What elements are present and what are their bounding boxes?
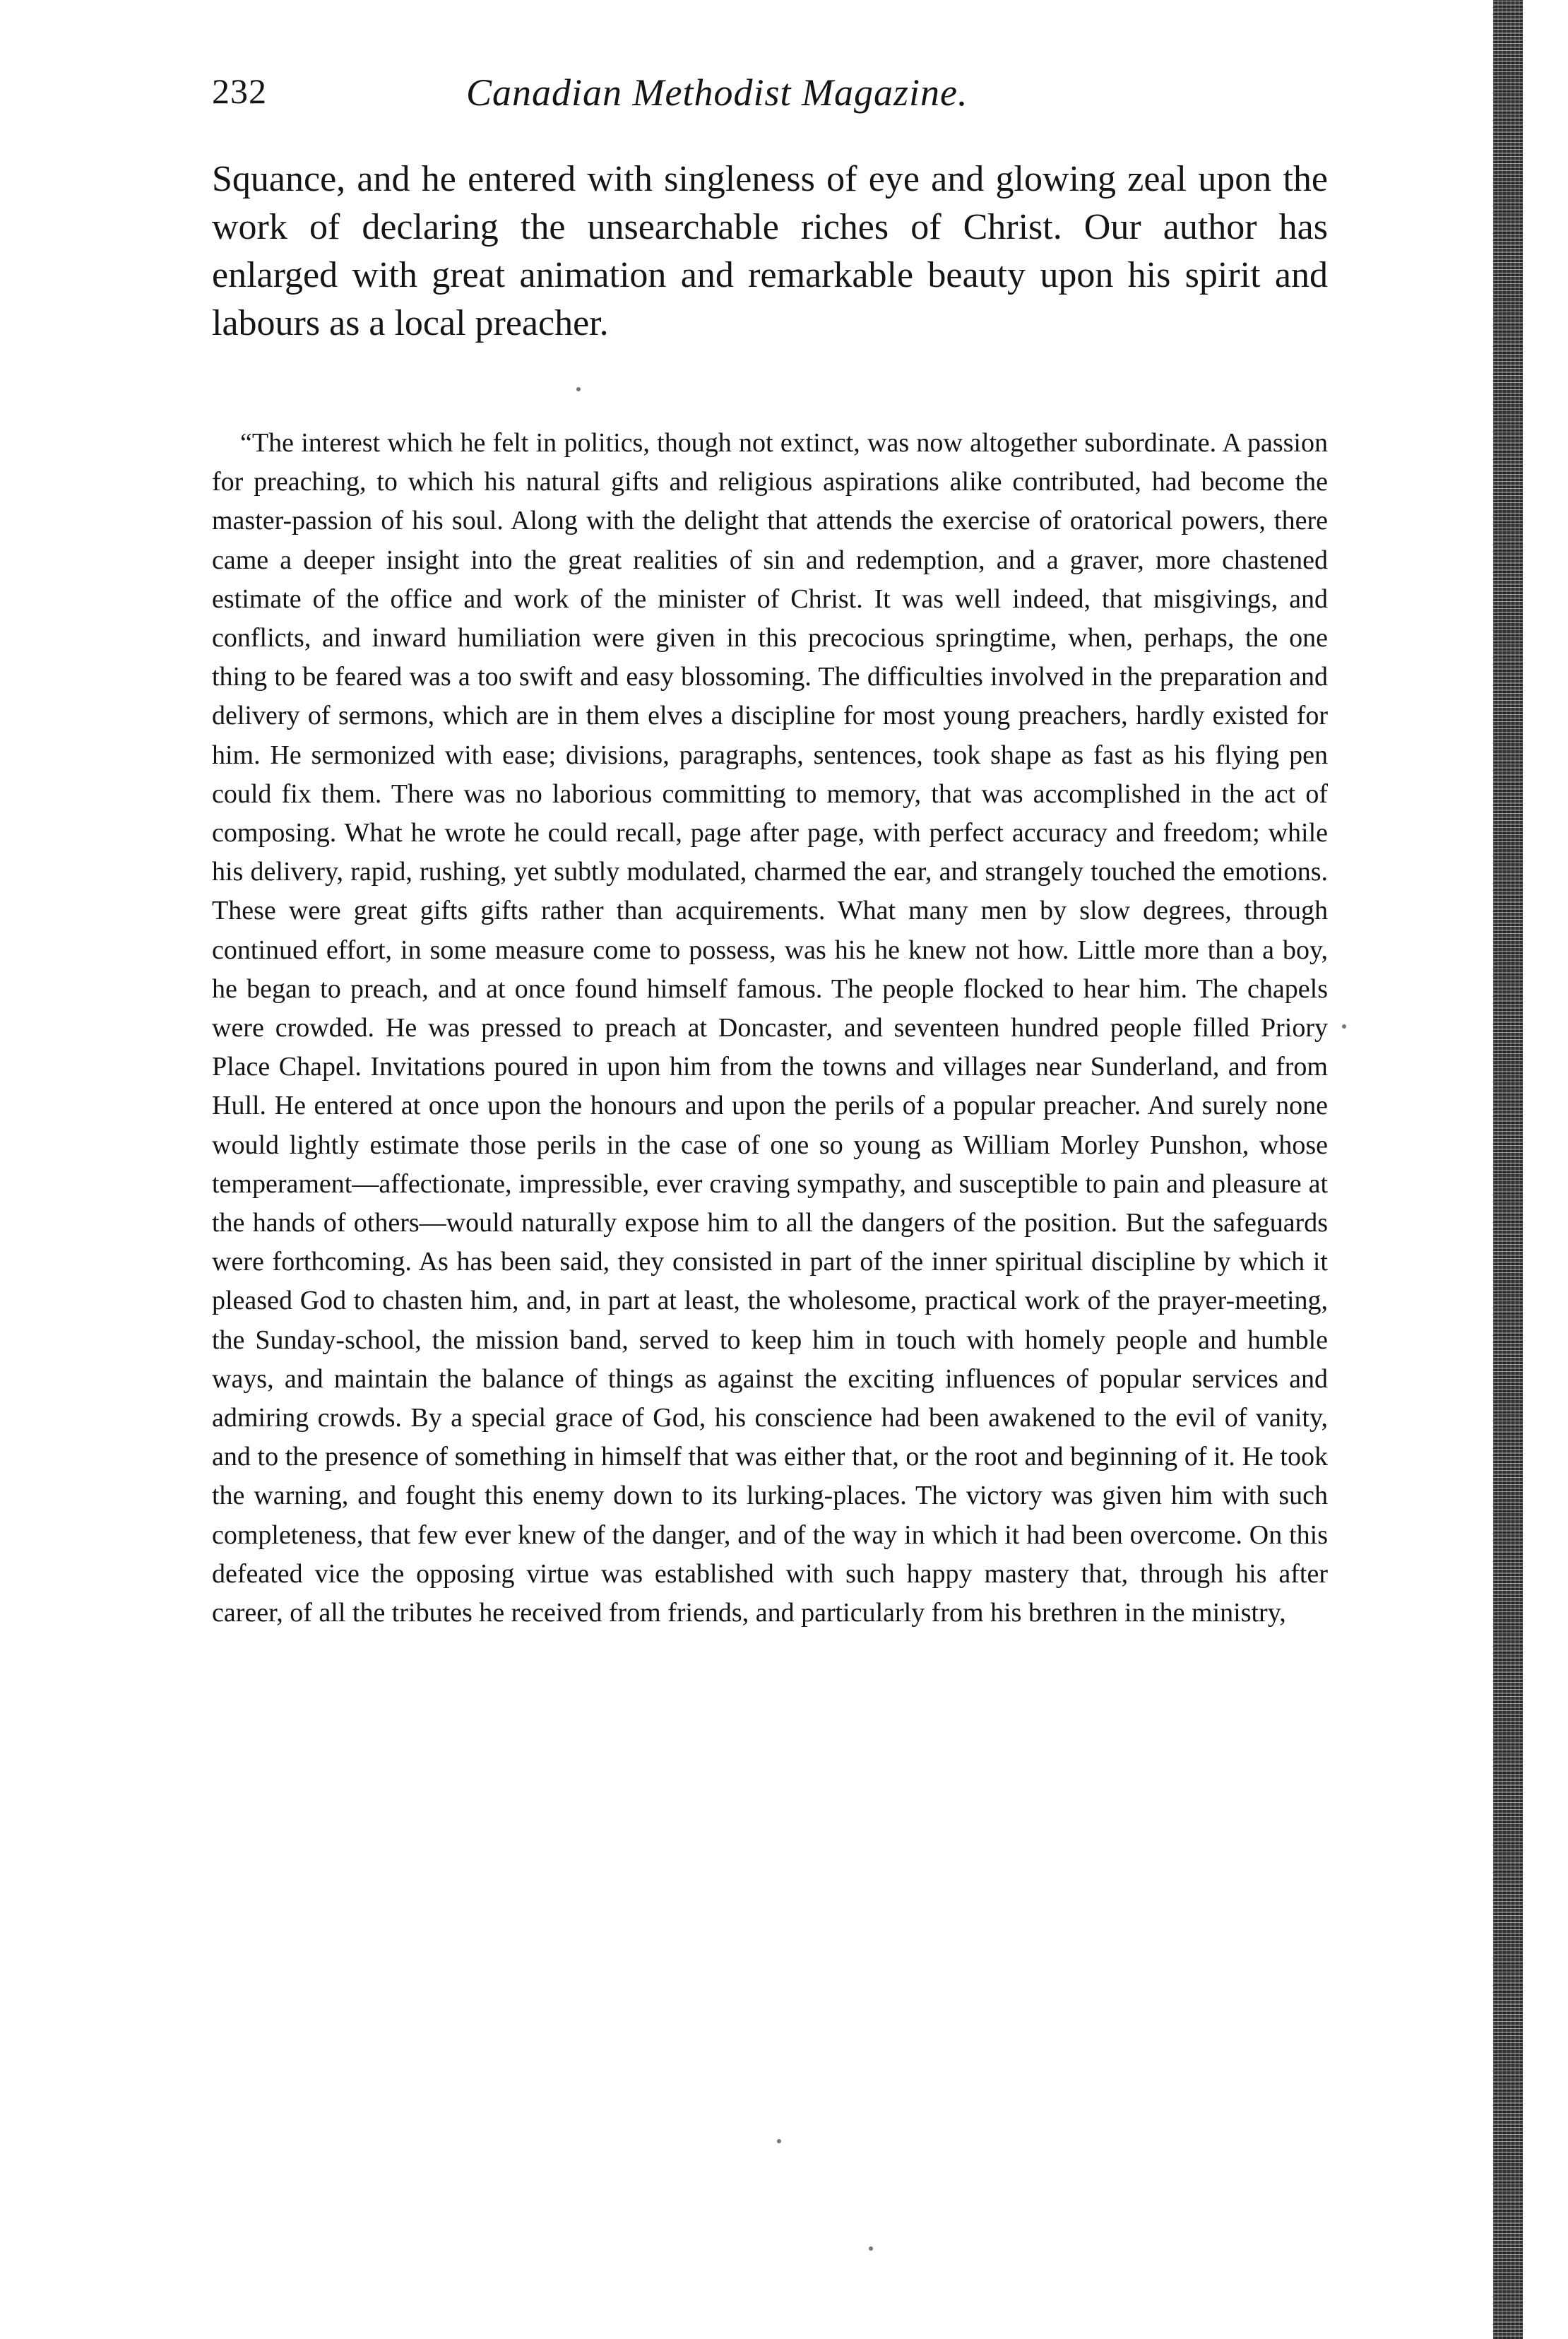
scan-edge-strip — [1493, 0, 1523, 2339]
lead-paragraph-block — [212, 155, 1328, 348]
block-quotation — [212, 424, 1328, 1633]
scan-edge — [1476, 0, 1568, 2339]
speck — [576, 387, 581, 391]
lead-paragraph: Squance, and he entered with singleness of eye and glowing zeal upon the work of declaring the unsearchable riches of Christ. Our author has enlarged with great animation and remarkable beauty upon his spirit and labours as a local preacher. — [212, 159, 1328, 343]
speck — [1342, 1024, 1346, 1029]
speck — [777, 2139, 781, 2143]
running-title: Canadian Methodist Magazine. — [466, 71, 968, 114]
page-number: 232 — [212, 71, 267, 111]
page-header — [212, 71, 1328, 127]
quotation-paragraph: “The interest which he felt in politics, though not extinct, was now altogether subordinate. A passion for preaching, to which his natural gifts and religious aspirations alike contributed, had become the master-passion of his soul. Along with the delight that attends the exercise of oratorical powers, there came a deeper insight into the great realities of sin and redemption, and a graver, more chastened estimate of the office and work of the minister of Christ. It was well indeed, that misgivings, and conflicts, and inward humiliation were given in this precocious springtime, when, perhaps, the one thing to be feared was a too swift and easy blossoming. The difficulties involved in the preparation and delivery of sermons, which are in them elves a discipline for most young preachers, hardly existed for him. He sermonized with ease; divisions, paragraphs, sentences, took shape as fast as his flying pen could fix them. There was no laborious committing to memory, that was accomplished in the act of composing. What he wrote he could recall, page after page, with perfect accuracy and freedom; while his delivery, rapid, rushing, yet subtly modulated, charmed the ear, and strangely touched the emotions. These were great gifts gifts rather than acquirements. What many men by slow degrees, through continued effort, in some measure come to possess, was his he knew not how. Little more than a boy, he began to preach, and at once found himself famous. The people flocked to hear him. The chapels were crowded. He was pressed to preach at Doncaster, and seventeen hundred people filled Priory Place Chapel. Invitations poured in upon him from the towns and villages near Sunderland, and from Hull. He entered at once upon the honours and upon the perils of a popular preacher. And surely none would lightly estimate those perils in the case of one so young as William Morley Punshon, whose temperament—affectionate, impressible, ever craving sympathy, and susceptible to pain and pleasure at the hands of others—would naturally expose him to all the dangers of the position. But the safeguards were forthcoming. As has been said, they consisted in part of the inner spiritual discipline by which it pleased God to chasten him, and, in part at least, the wholesome, practical work of the prayer-meeting, the Sunday-school, the mission band, served to keep him in touch with homely people and humble ways, and maintain the balance of things as against the exciting influences of popular services and admiring crowds. By a special grace of God, his conscience had been awakened to the evil of vanity, and to the presence of something in himself that was either that, or the root and beginning of it. He took the warning, and fought this enemy down to its lurking-places. The victory was given him with such completeness, that few ever knew of the danger, and of the way in which it had been overcome. On this defeated vice the opposing virtue was established with such happy mastery that, through his after career, of all the tributes he received from friends, and particularly from his brethren in the ministry, — [212, 428, 1328, 1628]
speck — [869, 2246, 873, 2251]
